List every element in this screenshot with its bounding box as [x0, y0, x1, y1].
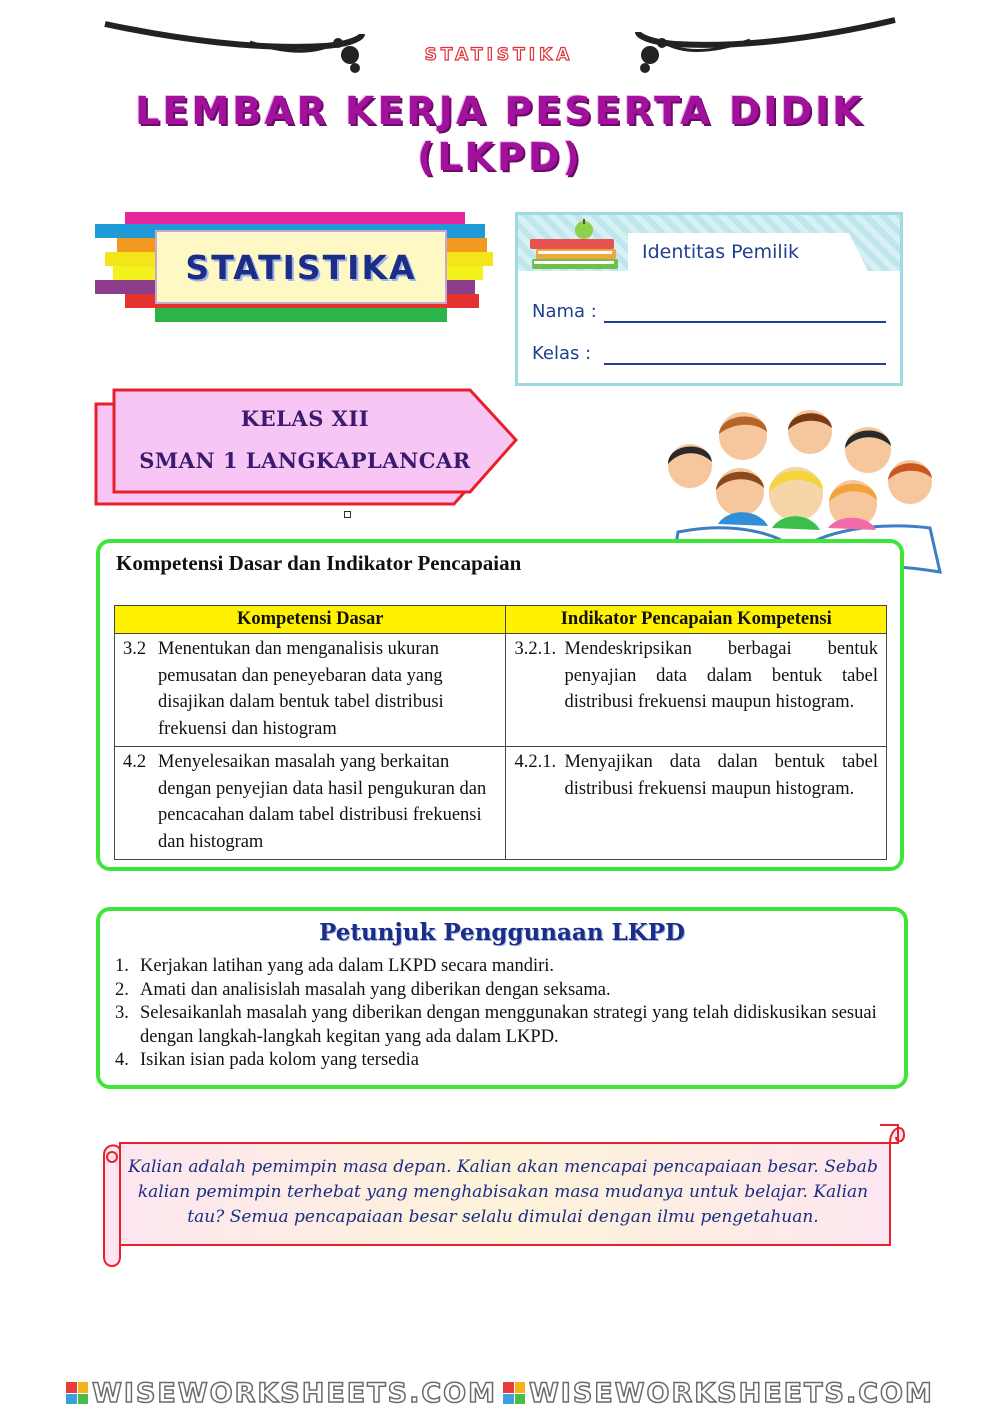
competency-table [114, 605, 887, 860]
subject-banner [155, 230, 447, 304]
guide-list [115, 955, 890, 1073]
table-cell-indicator [506, 634, 887, 747]
column-header-competency: Kompetensi Dasar [115, 606, 506, 634]
indicator-text: Menyajikan data dalan bentuk tabel distribusi frekuensi maupun histogram. [564, 752, 878, 799]
table-cell-indicator [506, 747, 887, 860]
indicator-text: Mendeskripsikan berbagai bentuk penyajian data dalam bentuk tabel distribusi frekuensi maupun histogram. [564, 639, 878, 712]
column-header-indicator: Indikator Pencapaian Kompetensi [506, 606, 887, 634]
indicator-number: 4.2.1. [514, 752, 557, 772]
list-item: 4. Isikan isian pada kolom yang tersedia [115, 1050, 419, 1070]
page-title-line1: LEMBAR KERJA PESERTA DIDIK [135, 89, 865, 133]
name-field[interactable] [604, 321, 886, 323]
table-cell-competency [115, 747, 506, 860]
identity-card [515, 212, 903, 386]
guide-title: Petunjuk Penggunaan LKPD [319, 919, 685, 946]
footer-watermark [0, 1376, 1000, 1410]
school-name: SMAN 1 LANGKAPLANCAR [139, 448, 471, 473]
watermark-text: WISEWORKSHEETS.COM [529, 1377, 934, 1409]
page-title [80, 88, 920, 180]
class-label: Kelas : [532, 343, 592, 364]
list-item: 3. Selesaikanlah masalah yang diberikan dengan menggunakan strategi yang telah didiskusikan sesuai dengan langkah-langkah kegitan yang ada dalam LKPD. [115, 1003, 877, 1047]
selection-handle [344, 511, 351, 518]
competency-text: Menentukan dan menganalisis ukuran pemusatan dan peneyebaran data yang disajikan dalam bentuk tabel distribusi frekuensi dan histogram [158, 639, 444, 739]
page-title-line2: (LKPD) [417, 135, 583, 179]
watermark-text: WISEWORKSHEETS.COM [92, 1377, 497, 1409]
list-item: 2. Amati dan analisislah masalah yang diberikan dengan seksama. [115, 979, 611, 1000]
competency-number: 4.2 [123, 752, 147, 772]
identity-card-header [518, 215, 900, 271]
top-subject-label: STATISTIKA [385, 44, 613, 66]
table-cell-competency [115, 634, 506, 747]
indicator-number: 3.2.1. [514, 639, 557, 659]
class-field[interactable] [604, 363, 886, 365]
class-level: KELAS XII [240, 406, 370, 431]
table-header-row [115, 606, 887, 634]
competency-number: 3.2 [123, 639, 147, 659]
motivational-quote: Kalian adalah pemimpin masa depan. Kalian akan mencapai pencapaiaan besar. Sebab kalian pemimpin terhebat yang menghabisakan masa mudanya untuk belajar. Kalian tau? Semua pencapaiaan besar selalu dimulai dengan ilmu pengetahuan. [128, 1157, 878, 1227]
name-label: Nama : [532, 301, 597, 322]
table-row [115, 747, 887, 860]
books-apple-icon [524, 219, 624, 273]
identity-card-title: Identitas Pemilik [642, 241, 799, 263]
subject-banner-title: STATISTIKA [185, 247, 417, 287]
table-row [115, 634, 887, 747]
list-item: 1. Kerjakan latihan yang ada dalam LKPD secara mandiri. [115, 956, 555, 976]
wiseworksheets-logo-icon [66, 1382, 88, 1404]
wiseworksheets-logo-icon [503, 1382, 525, 1404]
competency-text: Menyelesaikan masalah yang berkaitan dengan penyejian data hasil pengukuran dan pencacahan dalam tabel distribusi frekuensi dan histogram [158, 752, 487, 852]
competency-heading: Kompetensi Dasar dan Indikator Pencapaian [116, 551, 522, 575]
